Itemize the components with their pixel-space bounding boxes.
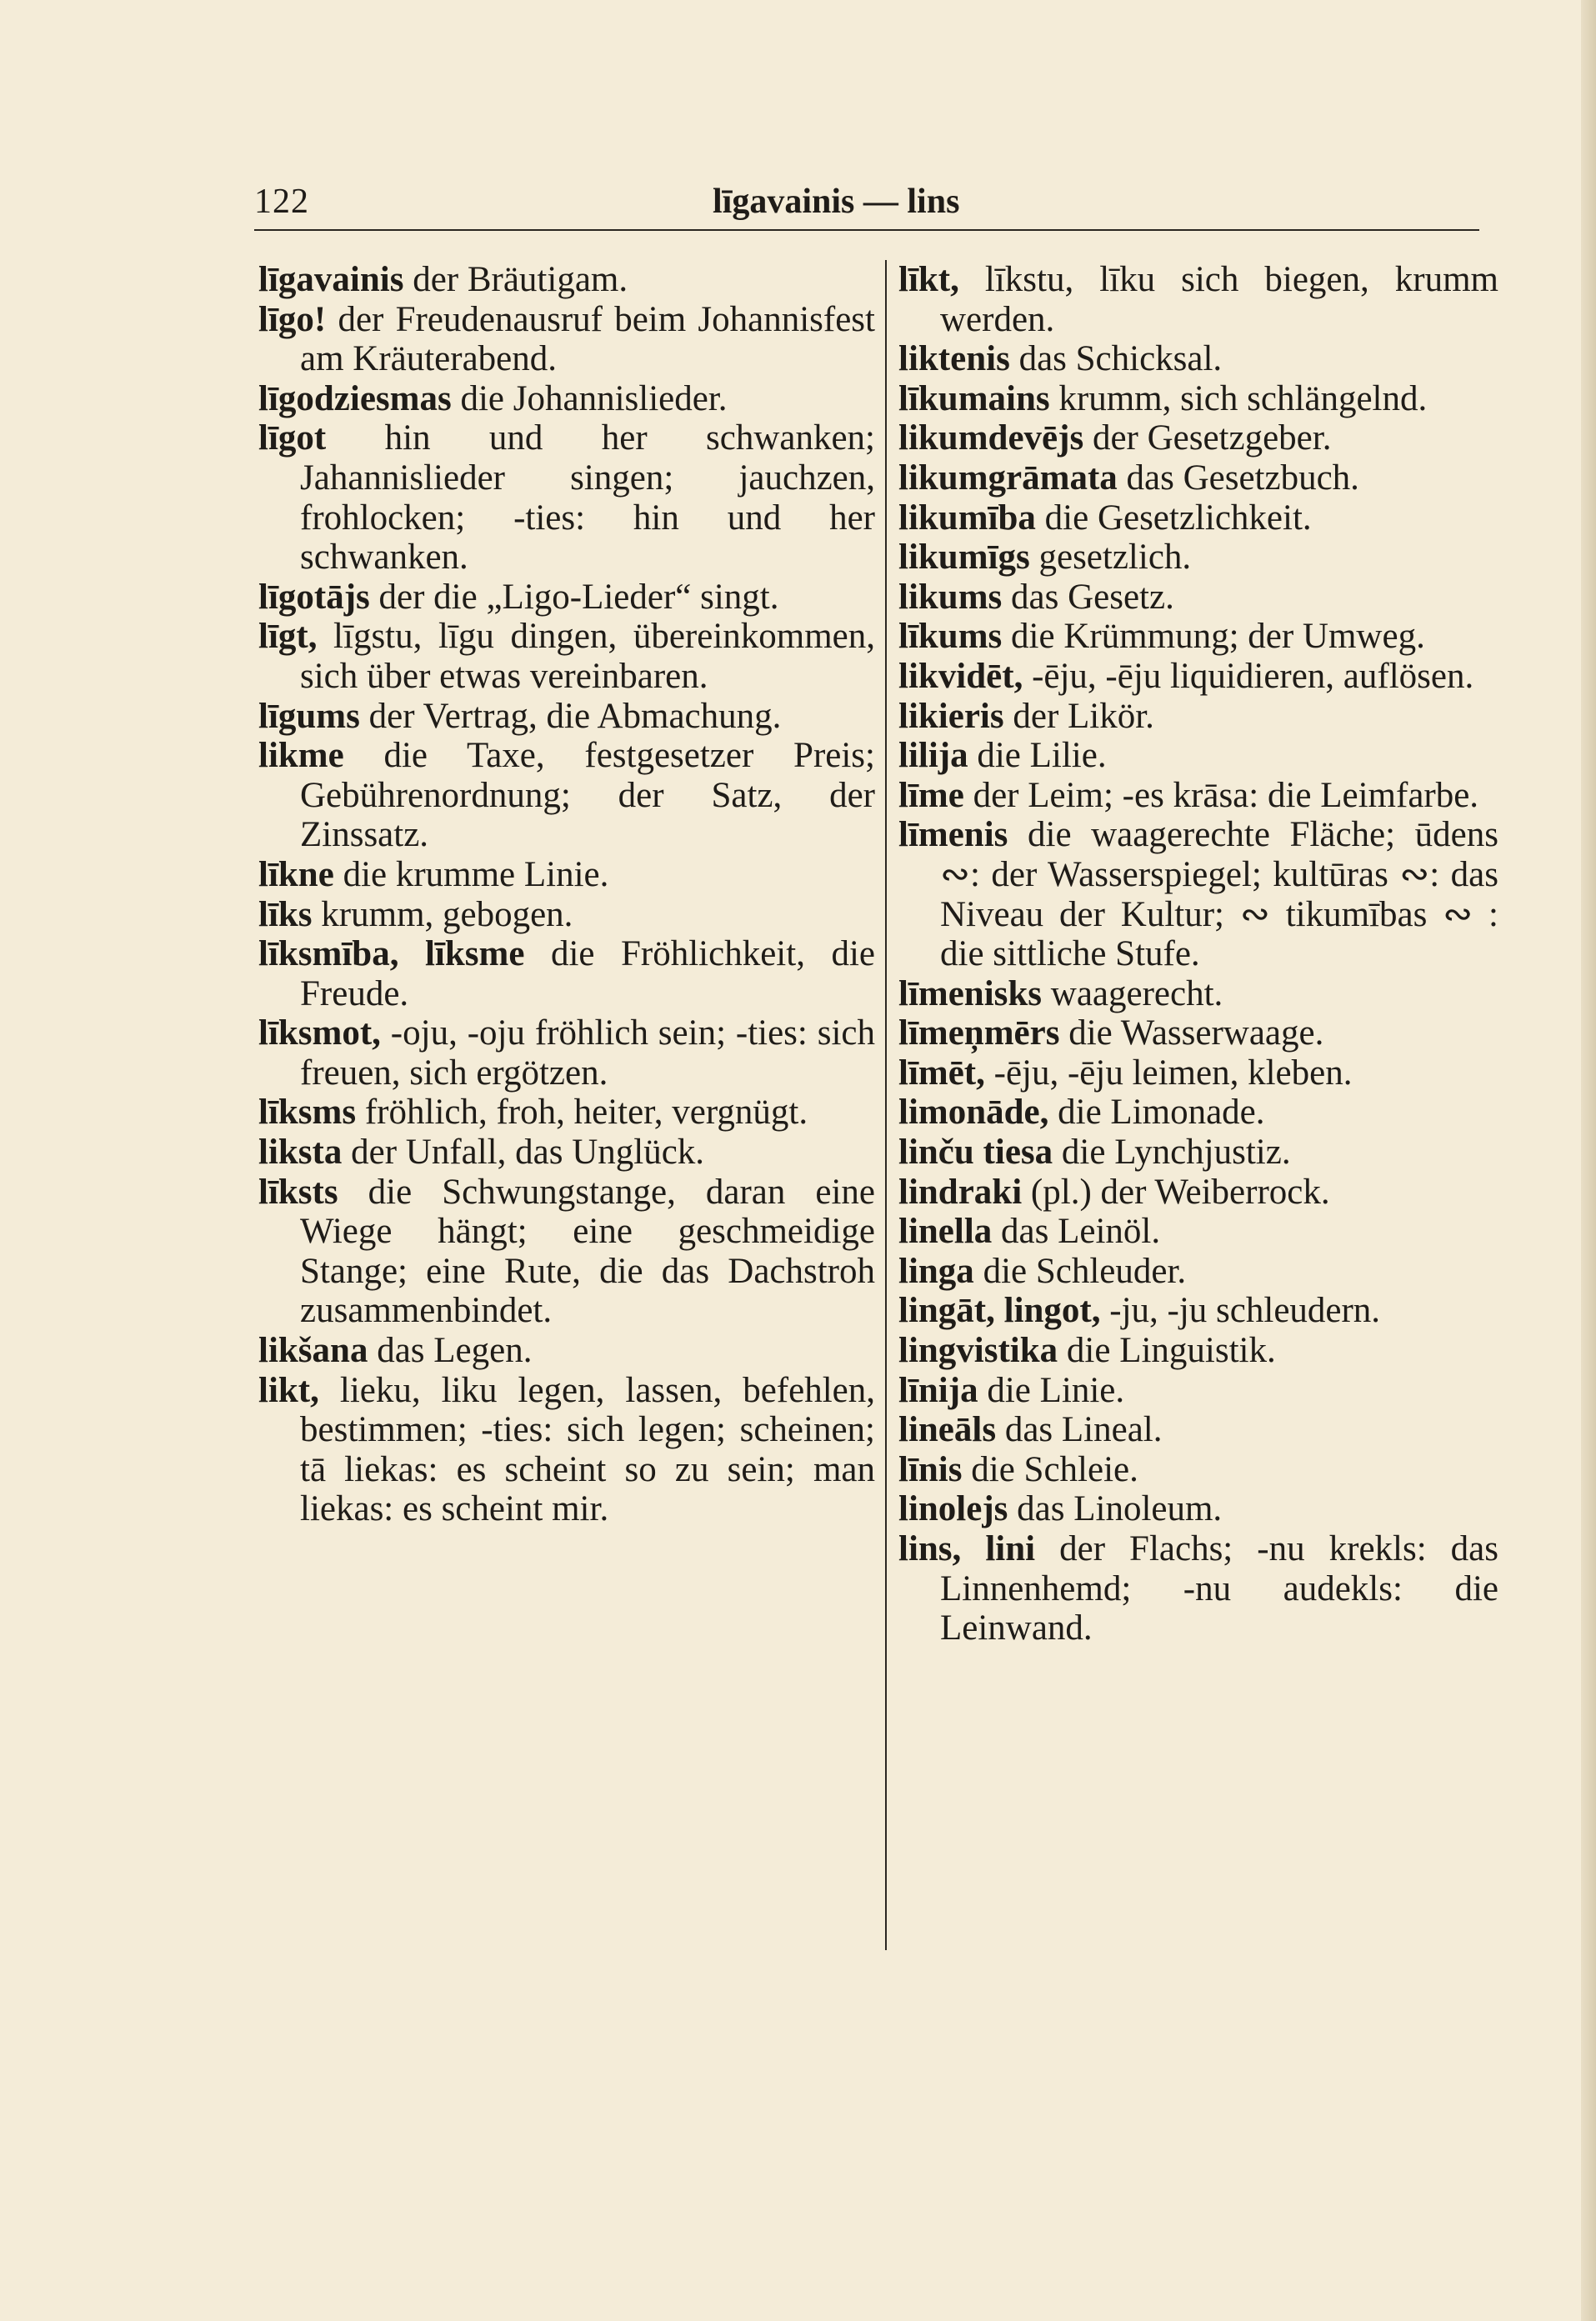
entry-definition: die Fröhlichkeit, die Freude. [300,934,875,1013]
entry-headword: likieris [898,696,1004,736]
dictionary-entry [898,815,1498,973]
dictionary-entry [898,538,1498,578]
dictionary-entry [898,1489,1498,1529]
entry-definition: die Lynchjustiz. [1053,1133,1291,1173]
entry-headword: līnija [898,1370,978,1410]
entry-headword: līmenisks [898,973,1043,1013]
dictionary-entry [258,1013,875,1093]
dictionary-entry [258,697,875,737]
dictionary-entry [258,1331,875,1371]
entry-definition: die Schleuder. [973,1251,1187,1291]
entry-definition: die waagerechte Fläche; ūdens ∾: der Wasserspiegel; kultūras ∾: das Niveau der Kultur; ∾ tikumības ∾ : die sittliche Stufe. [940,815,1498,974]
dictionary-entry [898,776,1498,816]
entry-definition: -ēju, -ēju leimen, kleben. [984,1053,1353,1093]
entry-definition: der Unfall, das Unglück. [342,1133,705,1173]
entry-headword: likme [258,736,344,776]
entry-headword: lins, lini [898,1529,1036,1568]
entry-definition: die Gesetzlichkeit. [1035,498,1312,538]
dictionary-entry [898,617,1498,657]
entry-headword: līme [898,775,964,815]
column-divider [885,260,887,1950]
dictionary-entry [258,1093,875,1133]
entry-definition: der Gesetzgeber. [1083,418,1332,458]
entry-definition: -ēju, -ēju liquidieren, auflösen. [1023,656,1474,696]
entry-headword: lindraki [898,1172,1023,1212]
entry-definition: das Leinöl. [992,1212,1161,1252]
entry-headword: līgums [258,696,360,736]
dictionary-entry [898,1371,1498,1411]
entry-definition: der Leim; -es krāsa: die Leimfarbe. [963,775,1479,815]
dictionary-entry [258,895,875,935]
dictionary-entry [898,1252,1498,1292]
entry-definition: līgstu, līgu dingen, übereinkommen, sich über etwas vereinbaren. [300,617,875,696]
left-column [258,260,875,1529]
entry-headword: lingāt, lingot, [898,1291,1101,1331]
entry-headword: linella [898,1212,993,1252]
entry-definition: die Taxe, festgesetzer Preis; Gebührenordnung; der Satz, der Zinssatz. [300,736,875,855]
page-header [254,182,1479,230]
dictionary-entry [898,1450,1498,1490]
entry-definition: das Gesetzbuch. [1117,458,1359,498]
dictionary-entry [258,300,875,379]
entry-definition: der Likör. [1003,696,1154,736]
dictionary-entry [258,379,875,419]
entry-definition: die Lilie. [968,736,1107,776]
entry-headword: lilija [898,736,968,776]
entry-definition: fröhlich, froh, heiter, vergnügt. [356,1093,808,1133]
dictionary-entry [258,1133,875,1173]
entry-headword: līgo! [258,299,327,339]
entry-headword: līmenis [898,815,1008,855]
entry-definition: das Gesetz. [1002,577,1174,617]
dictionary-entry [258,855,875,895]
entry-definition: das Lineal. [996,1410,1163,1450]
entry-headword: linču tiesa [898,1133,1053,1173]
dictionary-entry [898,697,1498,737]
entry-definition: die Linguistik. [1058,1331,1276,1371]
entry-headword: likt, [258,1370,319,1410]
dictionary-entry [898,1410,1498,1450]
entry-definition: der Bräutigam. [403,260,628,299]
dictionary-entry [898,657,1498,697]
entry-headword: likumība [898,498,1036,538]
dictionary-entry [258,1173,875,1331]
header-rule [254,229,1479,231]
dictionary-entry [898,736,1498,776]
entry-headword: līkt, [898,260,959,299]
entry-definition: der Flachs; -nu krekls: das Linnenhemd; -nu audekls: die Leinwand. [940,1529,1498,1648]
entry-headword: linolejs [898,1489,1008,1529]
entry-definition: die krumme Linie. [333,854,609,894]
entry-headword: lineāls [898,1410,997,1450]
entry-definition: (pl.) der Weiberrock. [1022,1172,1330,1212]
page-edge-shadow [1581,0,1596,2321]
entry-headword: līgt, [258,617,318,657]
entry-definition: krumm, gebogen. [312,894,573,934]
entry-headword: likumīgs [898,538,1030,578]
entry-definition: das Legen. [368,1331,533,1371]
entry-definition: hin und her schwanken; Jahannislieder singen; jauchzen, frohlocken; -ties: hin und her schwanken. [300,418,875,578]
entry-definition: die Schwungstange, daran eine Wiege hängt; eine geschmeidige Stange; eine Rute, die das Dachstroh zusammenbindet. [300,1172,875,1331]
entry-headword: līksts [258,1172,338,1212]
dictionary-entry [898,1212,1498,1252]
dictionary-entry [898,1093,1498,1133]
dictionary-entry [258,1371,875,1529]
entry-definition: krumm, sich schlängelnd. [1049,378,1428,418]
entry-definition: das Linoleum. [1008,1489,1223,1529]
entry-definition: -ju, -ju schleudern. [1100,1291,1381,1331]
entry-headword: linga [898,1251,974,1291]
page-number: 122 [254,183,309,221]
dictionary-entry [898,1173,1498,1213]
running-head: līgavainis — lins [713,183,960,221]
entry-headword: līks [258,894,313,934]
dictionary-entry [898,1331,1498,1371]
entry-definition: der Vertrag, die Abmachung. [359,696,782,736]
dictionary-entry [258,578,875,618]
entry-headword: likums [898,577,1003,617]
entry-definition: die Krümmung; der Umweg. [1002,617,1425,657]
dictionary-entry [898,1013,1498,1053]
dictionary-entry [898,418,1498,458]
entry-headword: līgot [258,418,327,458]
dictionary-entry [898,1053,1498,1093]
dictionary-entry [898,498,1498,538]
entry-headword: līnis [898,1449,963,1489]
dictionary-entry [898,1291,1498,1331]
entry-definition: -oju, -oju fröhlich sein; -ties: sich freuen, sich ergötzen. [300,1013,875,1093]
entry-headword: līksms [258,1093,357,1133]
entry-definition: die Linie. [978,1370,1125,1410]
dictionary-entry [258,418,875,577]
dictionary-entry [898,578,1498,618]
entry-headword: līgotājs [258,577,370,617]
entry-headword: līmeņmērs [898,1013,1060,1053]
entry-headword: līksmība, līksme [258,934,525,974]
dictionary-entry [898,260,1498,339]
entry-headword: likumgrāmata [898,458,1118,498]
entry-headword: līkumains [898,378,1050,418]
dictionary-entry [898,339,1498,379]
entry-headword: līmēt, [898,1053,985,1093]
entry-definition: das Schicksal. [1009,339,1223,379]
entry-definition: der die „Ligo-Lieder“ singt. [369,577,779,617]
entry-headword: līksmot, [258,1013,381,1053]
entry-definition: die Wasserwaage. [1059,1013,1324,1053]
dictionary-entry [898,974,1498,1014]
dictionary-entry [898,458,1498,498]
entry-headword: liksta [258,1133,343,1173]
entry-definition: gesetzlich. [1029,538,1192,578]
dictionary-entry [258,260,875,300]
entry-headword: līkums [898,617,1003,657]
right-column [898,260,1498,1648]
entry-definition: līkstu, līku sich biegen, krumm werden. [940,260,1498,339]
entry-headword: limonāde, [898,1093,1049,1133]
dictionary-entry [258,934,875,1013]
entry-definition: lieku, liku legen, lassen, befehlen, bestimmen; -ties: sich legen; scheinen; tā liekas: es scheint so zu sein; man liekas: es scheint mir. [300,1370,875,1529]
entry-definition: die Schleie. [962,1449,1138,1489]
entry-headword: lingvistika [898,1331,1058,1371]
entry-headword: līkne [258,854,334,894]
entry-headword: likumdevējs [898,418,1084,458]
entry-headword: līgavainis [258,260,404,299]
entry-definition: die Limonade. [1048,1093,1265,1133]
entry-headword: līgodziesmas [258,378,452,418]
entry-definition: waagerecht. [1042,973,1223,1013]
dictionary-entry [898,379,1498,419]
dictionary-entry [898,1133,1498,1173]
entry-headword: likšana [258,1331,368,1371]
dictionary-entry [258,736,875,855]
entry-headword: likvidēt, [898,656,1023,696]
entry-headword: liktenis [898,339,1010,379]
entry-definition: der Freudenausruf beim Johannisfest am Kräuterabend. [300,299,875,379]
dictionary-entry [898,1529,1498,1648]
entry-definition: die Johannislieder. [451,378,728,418]
dictionary-entry [258,617,875,696]
